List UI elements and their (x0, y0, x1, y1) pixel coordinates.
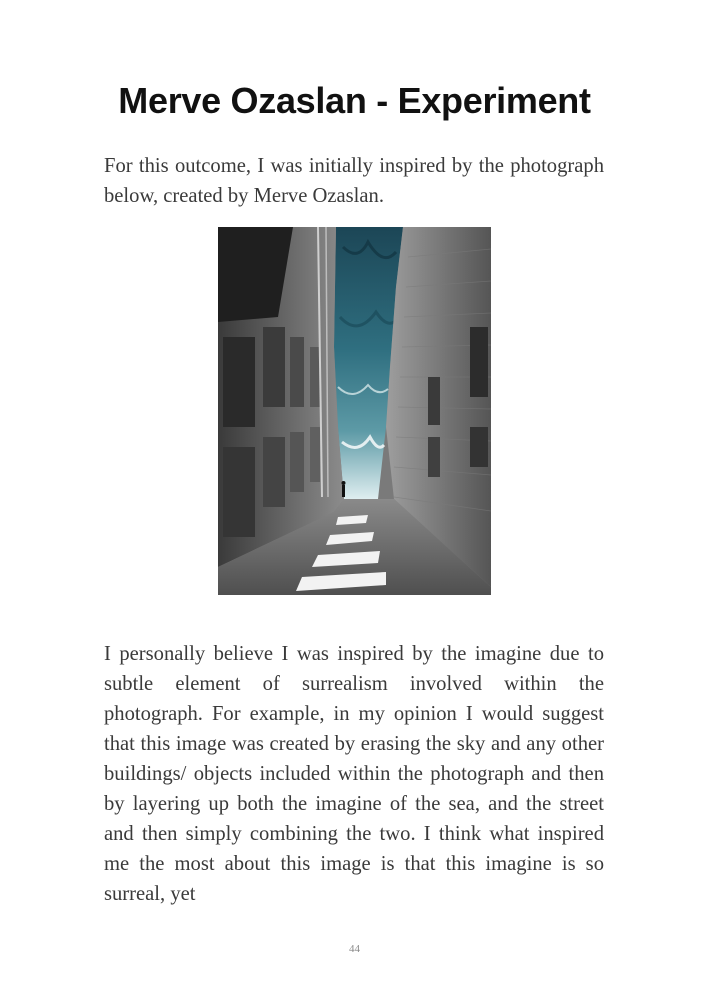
page-number: 44 (349, 943, 360, 955)
intro-paragraph: For this outcome, I was initially inspired by the photograph below, created by Merve Ozaslan. (104, 155, 604, 207)
body-paragraph: I personally believe I was inspired by the imagine due to subtle element of surrealism involved within the photograph. For example, in my opinion I would suggest that this image was created by erasing the sky and any other buildings/ objects included within the photograph and then by layering up both the imagine of the sea, and the street and then simply combining the two. I think what inspired me the most about this image is that this imagine is so surreal, yet (104, 643, 604, 905)
photo-image-icon (218, 227, 491, 595)
page-title: Merve Ozaslan - Experiment (118, 80, 591, 121)
surreal-street-photo (218, 227, 491, 595)
